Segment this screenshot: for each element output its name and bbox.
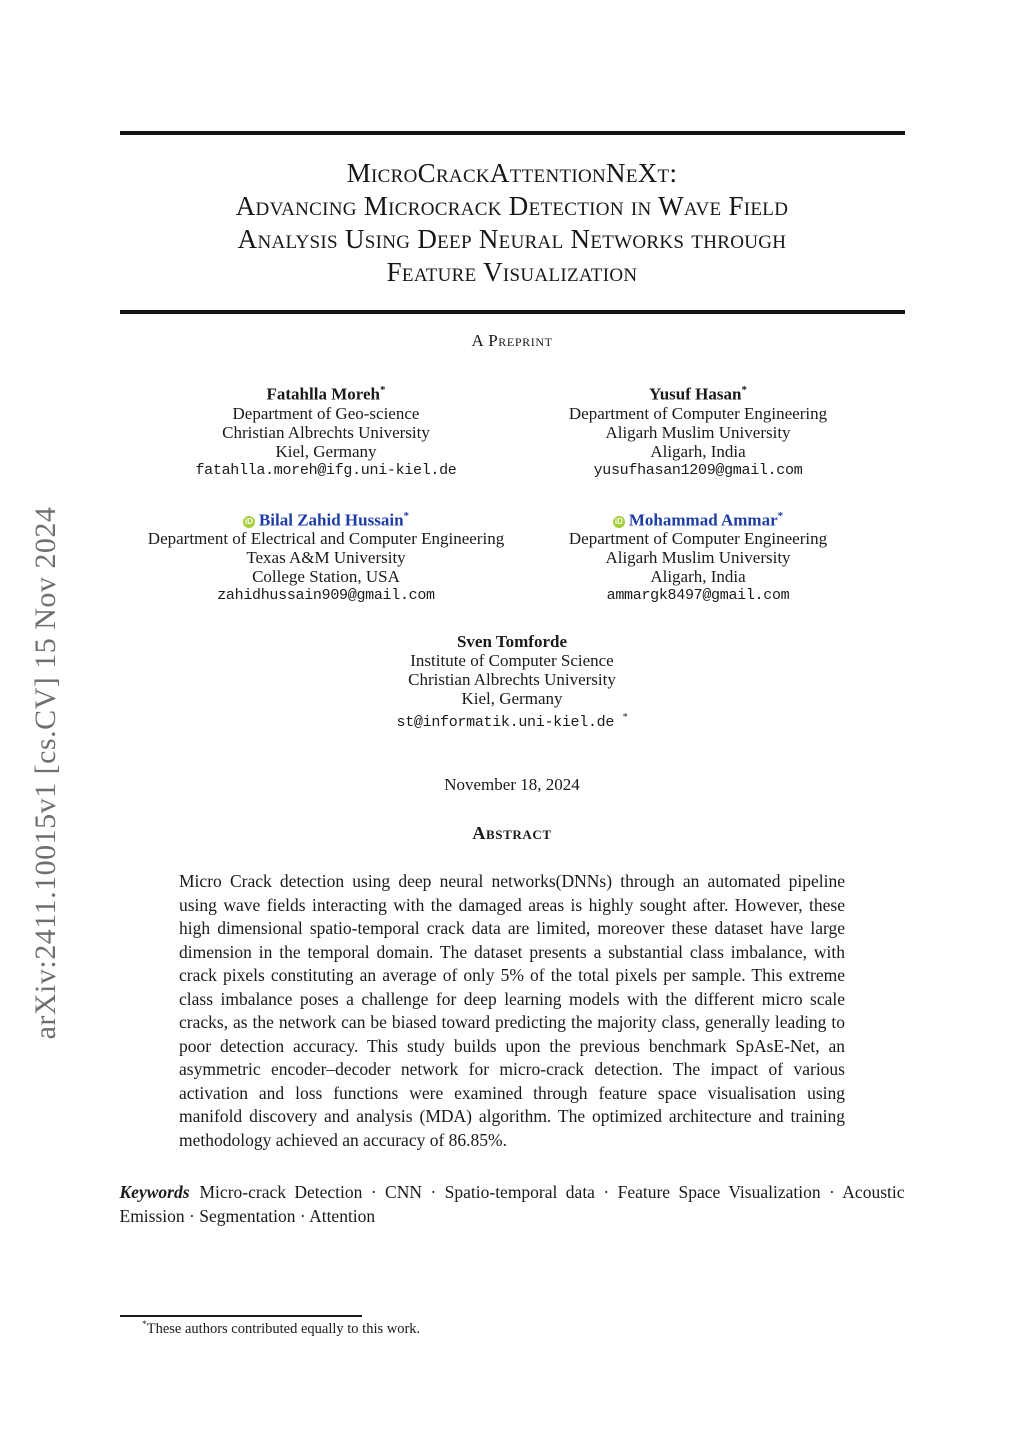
- arxiv-stamp: arXiv:2411.10015v1 [cs.CV] 15 Nov 2024: [29, 506, 62, 1040]
- author-affiliation-line: Christian Albrechts University: [222, 422, 430, 442]
- author-name-text: Fatahlla Moreh: [266, 384, 380, 404]
- author-affiliation-line: Kiel, Germany: [461, 689, 563, 709]
- footnote-area: [120, 1315, 905, 1337]
- author-name-link[interactable]: [140, 507, 512, 530]
- author-name-text[interactable]: Mohammad Ammar: [628, 510, 778, 530]
- top-rule: [120, 131, 905, 135]
- author-name: [512, 381, 884, 404]
- author-affiliation-line: Christian Albrechts University: [408, 670, 616, 690]
- keywords-label: Keywords: [119, 1182, 190, 1203]
- author-block-fatahlla-moreh: [140, 381, 512, 480]
- footnote-text: [120, 1320, 905, 1338]
- author-affiliation-line: Aligarh, India: [650, 567, 746, 587]
- email-asterisk: *: [622, 712, 628, 724]
- author-block-yusuf-hasan: [512, 381, 884, 480]
- orcid-icon[interactable]: iD: [614, 517, 623, 527]
- preprint-label: A Preprint: [471, 331, 553, 350]
- author-affiliation-line: Institute of Computer Science: [410, 651, 614, 671]
- author-asterisk: *: [777, 509, 784, 522]
- paper-title: [120, 157, 905, 289]
- author-email: ammargk8497@gmail.com: [606, 587, 790, 605]
- author-affiliation-line: Department of Geo-science: [232, 403, 420, 423]
- author-name-text: Sven Tomforde: [456, 632, 568, 652]
- author-affiliation-line: Aligarh Muslim University: [605, 422, 791, 442]
- title-line-1: MicroCrackAttentionNeXt:: [346, 158, 678, 188]
- author-name: [140, 632, 884, 651]
- abstract-heading: Abstract: [472, 823, 552, 844]
- author-affiliation-line: Aligarh Muslim University: [605, 548, 791, 568]
- author-affiliation-line: Aligarh, India: [650, 441, 746, 461]
- author-name-text[interactable]: Bilal Zahid Hussain: [258, 510, 404, 530]
- author-name: [140, 381, 512, 404]
- orcid-icon[interactable]: iD: [244, 517, 253, 527]
- keywords-text: Micro-crack Detection · CNN · Spatio-temporal data · Feature Space Visualization · Acoustic Emission · Segmentation · Attention: [119, 1182, 905, 1226]
- author-email: yusufhasan1209@gmail.com: [593, 461, 803, 479]
- title-line-2: Advancing Microcrack Detection in Wave Field: [235, 191, 789, 221]
- author-affiliation-line: Department of Computer Engineering: [568, 529, 828, 549]
- author-asterisk: *: [741, 384, 747, 396]
- author-asterisk: *: [379, 384, 386, 396]
- author-asterisk: *: [403, 509, 410, 522]
- author-email: fatahlla.moreh@ifg.uni-kiel.de: [195, 461, 457, 479]
- title-bottom-rule: [120, 310, 905, 314]
- publication-date: November 18, 2024: [444, 775, 580, 795]
- authors-grid: [140, 381, 884, 732]
- footnote-rule: [120, 1315, 362, 1317]
- author-block-mohammad-ammar: [512, 507, 884, 606]
- abstract-text: Micro Crack detection using deep neural networks(DNNs) through an automated pipeline using wave fields interacting with the damaged areas is highly sought after. However, these high dimensional spatio-temporal crack data are limited, moreover these dataset have large dimension in the temporal domain. The dataset presents a substantial class imbalance, with crack pixels constituting an average of only 5% of the total pixels per sample. This extreme class imbalance poses a challenge for deep learning models with the different micro scale cracks, as the network can be biased toward predicting the majority class, generally leading to poor detection accuracy. This study builds upon the previous benchmark SpAsE-Net, an asymmetric encoder–decoder network for micro-crack detection. The impact of various activation and loss functions were examined through feature space visualisation using manifold discovery and analysis (MDA) algorithm. The optimized architecture and training methodology achieved an accuracy of 86.85%.: [179, 871, 845, 1150]
- page-content: [120, 131, 905, 1228]
- author-email: [140, 708, 884, 732]
- author-affiliation-line: Texas A&M University: [246, 548, 406, 568]
- keywords-line: [120, 1181, 905, 1228]
- author-block-bilal-zahid-hussain: [140, 507, 512, 606]
- author-email-text: st@informatik.uni-kiel.de: [396, 714, 615, 732]
- author-email: zahidhussain909@gmail.com: [217, 587, 435, 605]
- author-affiliation-line: College Station, USA: [252, 567, 400, 587]
- author-name-link[interactable]: [512, 507, 884, 530]
- footnote-body: These authors contributed equally to this work.: [146, 1320, 421, 1337]
- footnote-marker: *: [142, 1319, 147, 1330]
- author-name-text: Yusuf Hasan: [649, 384, 742, 404]
- author-affiliation-line: Department of Electrical and Computer Engineering: [147, 529, 505, 549]
- author-affiliation-line: Department of Computer Engineering: [568, 403, 828, 423]
- author-affiliation-line: Kiel, Germany: [275, 441, 377, 461]
- title-line-3: Analysis Using Deep Neural Networks through: [237, 224, 787, 254]
- title-line-4: Feature Visualization: [386, 257, 638, 287]
- author-block-sven-tomforde: [140, 632, 884, 732]
